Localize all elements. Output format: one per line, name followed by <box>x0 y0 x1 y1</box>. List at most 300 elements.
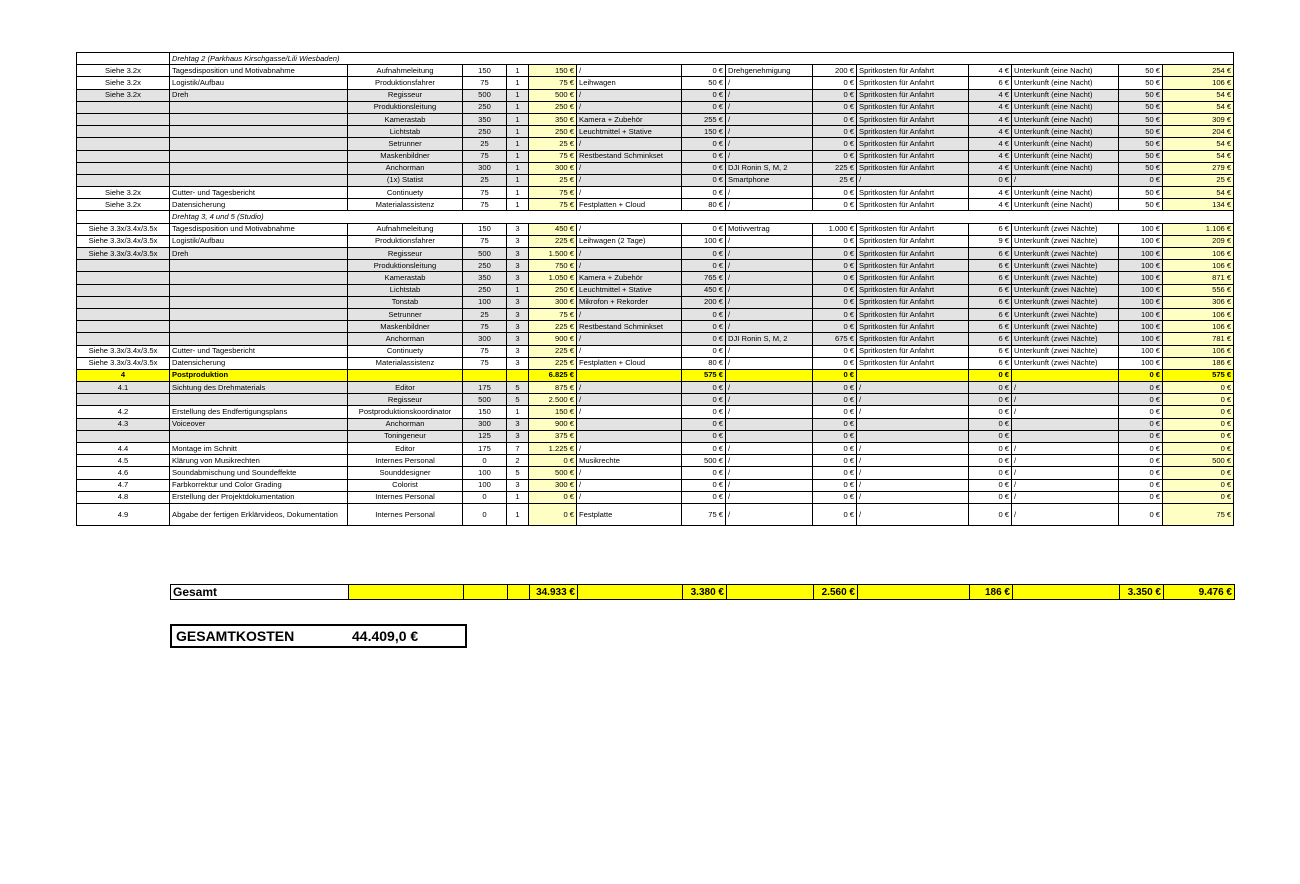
table-cell: / <box>726 394 813 406</box>
table-cell: Unterkunft (eine Nacht) <box>1012 77 1119 89</box>
table-cell: / <box>577 138 682 150</box>
table-cell: 75 € <box>529 187 577 199</box>
table-cell: 4.2 <box>77 406 170 418</box>
table-cell: / <box>857 467 969 479</box>
table-cell <box>77 138 170 150</box>
table-cell: 1 <box>507 503 529 525</box>
table-cell: 500 <box>463 394 507 406</box>
table-cell: 4.9 <box>77 503 170 525</box>
table-cell: 0 <box>463 455 507 467</box>
table-cell <box>577 430 682 442</box>
table-cell <box>170 138 348 150</box>
table-cell: 0 € <box>1119 406 1163 418</box>
table-cell: Unterkunft (zwei Nächte) <box>1012 235 1119 247</box>
table-cell: 0 € <box>1119 394 1163 406</box>
table-cell: / <box>577 333 682 345</box>
table-cell: 3 <box>507 321 529 333</box>
table-cell <box>77 333 170 345</box>
table-cell: Festplatte <box>577 503 682 525</box>
table-row <box>77 272 1234 284</box>
table-cell: 0 € <box>682 406 726 418</box>
table-cell: 300 € <box>529 296 577 308</box>
table-cell <box>77 211 170 223</box>
table-cell: 2 <box>507 455 529 467</box>
table-cell: / <box>1012 491 1119 503</box>
table-cell: 0 € <box>813 150 857 162</box>
table-row <box>77 162 1234 174</box>
table-cell: 0 € <box>682 382 726 394</box>
table-cell <box>857 430 969 442</box>
table-cell: 80 € <box>682 199 726 211</box>
table-cell: Tagesdisposition und Motivabnahme <box>170 223 348 235</box>
table-cell: / <box>577 382 682 394</box>
table-cell: 186 € <box>1163 357 1234 369</box>
table-cell: Klärung von Musikrechten <box>170 455 348 467</box>
table-cell <box>726 430 813 442</box>
table-cell: 6 € <box>969 333 1012 345</box>
table-row <box>77 443 1234 455</box>
table-cell: 4.6 <box>77 467 170 479</box>
table-cell: 54 € <box>1163 138 1234 150</box>
table-cell: DJI Ronin S, M, 2 <box>726 333 813 345</box>
table-cell: / <box>857 491 969 503</box>
table-cell <box>726 369 813 381</box>
table-cell: 250 <box>463 101 507 113</box>
table-cell: 0 € <box>813 455 857 467</box>
table-cell: / <box>726 479 813 491</box>
table-cell <box>170 296 348 308</box>
table-cell: 0 € <box>969 418 1012 430</box>
table-cell: Siehe 3.2x <box>77 199 170 211</box>
table-cell <box>507 369 529 381</box>
table-cell: / <box>1012 479 1119 491</box>
table-cell <box>577 369 682 381</box>
table-cell: Spritkosten für Anfahrt <box>857 101 969 113</box>
table-cell: DJI Ronin S, M, 2 <box>726 162 813 174</box>
table-row <box>77 321 1234 333</box>
table-cell: / <box>1012 382 1119 394</box>
table-row <box>77 187 1234 199</box>
table-cell: 1 <box>507 65 529 77</box>
table-cell: 75 <box>463 321 507 333</box>
table-cell: 350 <box>463 272 507 284</box>
table-cell: 1 <box>507 138 529 150</box>
table-cell <box>1012 418 1119 430</box>
table-cell: 575 € <box>682 369 726 381</box>
table-cell: / <box>726 284 813 296</box>
table-cell: / <box>577 101 682 113</box>
table-cell <box>77 260 170 272</box>
table-cell: 0 € <box>969 503 1012 525</box>
table-cell: Siehe 3.3x/3.4x/3.5x <box>77 345 170 357</box>
table-cell: 106 € <box>1163 260 1234 272</box>
table-cell: Setrunner <box>348 138 463 150</box>
table-cell: 250 <box>463 260 507 272</box>
table-cell: 0 € <box>1163 430 1234 442</box>
table-cell: 75 <box>463 150 507 162</box>
table-cell: Aufnahmeleitung <box>348 223 463 235</box>
table-cell: / <box>857 479 969 491</box>
table-cell: 150 <box>463 223 507 235</box>
table-cell: Spritkosten für Anfahrt <box>857 162 969 174</box>
table-cell: 125 <box>463 430 507 442</box>
table-cell: 25 € <box>813 174 857 186</box>
table-cell: Internes Personal <box>348 455 463 467</box>
table-cell: 75 <box>463 199 507 211</box>
table-row <box>77 503 1234 525</box>
table-cell: 0 € <box>813 479 857 491</box>
table-cell: 6 € <box>969 223 1012 235</box>
table-cell: Lichtstab <box>348 284 463 296</box>
table-cell: Postproduktion <box>170 369 348 381</box>
table-cell: Siehe 3.2x <box>77 187 170 199</box>
table-row <box>77 296 1234 308</box>
table-cell: 300 <box>463 418 507 430</box>
table-cell: Datensicherung <box>170 199 348 211</box>
table-cell: 556 € <box>1163 284 1234 296</box>
table-cell <box>77 174 170 186</box>
table-row <box>77 345 1234 357</box>
table-row <box>77 308 1234 320</box>
table-cell: 765 € <box>682 272 726 284</box>
table-cell: 0 € <box>813 406 857 418</box>
table-cell: / <box>577 65 682 77</box>
table-cell: / <box>577 479 682 491</box>
table-cell: 0 € <box>813 199 857 211</box>
table-row <box>77 248 1234 260</box>
table-cell: 100 € <box>1119 296 1163 308</box>
table-cell: 0 € <box>682 223 726 235</box>
table-cell: / <box>726 199 813 211</box>
table-cell: Unterkunft (eine Nacht) <box>1012 89 1119 101</box>
table-cell: / <box>1012 467 1119 479</box>
table-cell: 250 € <box>529 284 577 296</box>
table-cell: / <box>1012 394 1119 406</box>
table-cell: 0 € <box>1119 455 1163 467</box>
table-cell: 781 € <box>1163 333 1234 345</box>
table-cell: 7 <box>507 443 529 455</box>
table-cell: / <box>1012 174 1119 186</box>
table-cell: 1 <box>507 406 529 418</box>
table-cell: Editor <box>348 443 463 455</box>
table-cell: 100 € <box>1119 235 1163 247</box>
table-cell: Unterkunft (eine Nacht) <box>1012 138 1119 150</box>
table-cell: 0 € <box>529 503 577 525</box>
table-cell: 0 € <box>682 333 726 345</box>
table-cell: 375 € <box>529 430 577 442</box>
table-cell: / <box>577 491 682 503</box>
table-cell: 1 <box>507 162 529 174</box>
table-row <box>77 138 1234 150</box>
table-cell: Leuchtmittel + Stative <box>577 284 682 296</box>
table-cell: Erstellung des Endfertigungsplans <box>170 406 348 418</box>
table-cell: 0 € <box>682 430 726 442</box>
table-cell: 4.3 <box>77 418 170 430</box>
table-cell: Spritkosten für Anfahrt <box>857 126 969 138</box>
table-cell: 0 € <box>1119 430 1163 442</box>
table-cell <box>170 333 348 345</box>
table-cell: / <box>577 467 682 479</box>
table-cell <box>77 150 170 162</box>
table-cell: 150 <box>463 65 507 77</box>
table-cell: / <box>726 308 813 320</box>
table-cell: (1x) Statist <box>348 174 463 186</box>
table-cell: Spritkosten für Anfahrt <box>857 223 969 235</box>
table-row <box>77 394 1234 406</box>
table-cell: 900 € <box>529 333 577 345</box>
table-cell: Continuety <box>348 345 463 357</box>
table-row <box>77 174 1234 186</box>
table-cell: 0 € <box>969 467 1012 479</box>
table-cell: 50 € <box>1119 126 1163 138</box>
table-cell: 0 € <box>682 394 726 406</box>
summary-label: Gesamt <box>171 585 349 600</box>
table-cell: Unterkunft (zwei Nächte) <box>1012 260 1119 272</box>
table-cell: 25 <box>463 138 507 150</box>
table-cell: 1.500 € <box>529 248 577 260</box>
table-row <box>77 430 1234 442</box>
table-cell: / <box>857 455 969 467</box>
table-cell: 6 € <box>969 272 1012 284</box>
table-row <box>77 479 1234 491</box>
table-cell: / <box>857 443 969 455</box>
table-cell: 100 € <box>1119 260 1163 272</box>
table-cell: 1 <box>507 491 529 503</box>
table-cell: Produktionsleitung <box>348 260 463 272</box>
table-row <box>77 284 1234 296</box>
table-cell: 0 € <box>1163 394 1234 406</box>
table-cell: Abgabe der fertigen Erklärvideos, Dokumentation <box>170 503 348 525</box>
table-cell: Unterkunft (zwei Nächte) <box>1012 333 1119 345</box>
table-cell: 0 € <box>682 308 726 320</box>
table-cell: Unterkunft (zwei Nächte) <box>1012 223 1119 235</box>
table-cell: 50 € <box>1119 138 1163 150</box>
table-cell: / <box>726 345 813 357</box>
table-cell: / <box>726 150 813 162</box>
table-cell: Spritkosten für Anfahrt <box>857 308 969 320</box>
table-cell: 6.825 € <box>529 369 577 381</box>
table-cell: 4 € <box>969 113 1012 125</box>
table-cell: 0 € <box>813 284 857 296</box>
table-cell: 100 € <box>1119 284 1163 296</box>
table-cell: 25 € <box>529 174 577 186</box>
table-cell: 1 <box>507 77 529 89</box>
table-cell <box>726 418 813 430</box>
table-row <box>77 418 1234 430</box>
table-cell: 1.106 € <box>1163 223 1234 235</box>
table-cell: 279 € <box>1163 162 1234 174</box>
table-cell: / <box>726 357 813 369</box>
table-cell: Internes Personal <box>348 491 463 503</box>
table-cell: 0 € <box>682 443 726 455</box>
table-cell: 0 € <box>813 89 857 101</box>
table-cell: 106 € <box>1163 308 1234 320</box>
table-cell: 5 <box>507 382 529 394</box>
table-cell: 3 <box>507 479 529 491</box>
table-cell: 25 € <box>1163 174 1234 186</box>
table-cell: 4 € <box>969 199 1012 211</box>
table-cell: Materialassistenz <box>348 199 463 211</box>
table-cell: 300 € <box>529 162 577 174</box>
table-cell: 75 <box>463 187 507 199</box>
table-cell: 0 € <box>813 418 857 430</box>
table-cell: 100 € <box>1119 333 1163 345</box>
table-cell <box>170 394 348 406</box>
table-row <box>77 89 1234 101</box>
table-cell: 575 € <box>1163 369 1234 381</box>
table-cell: 3 <box>507 333 529 345</box>
table-cell: / <box>726 187 813 199</box>
table-cell: 4 € <box>969 89 1012 101</box>
table-cell: 6 € <box>969 296 1012 308</box>
table-cell: 871 € <box>1163 272 1234 284</box>
table-cell: Spritkosten für Anfahrt <box>857 65 969 77</box>
table-cell <box>77 126 170 138</box>
equipment-total: 3.380 € <box>683 585 727 600</box>
table-cell <box>170 101 348 113</box>
table-cell: 0 € <box>682 150 726 162</box>
table-cell: 0 € <box>1119 382 1163 394</box>
table-cell <box>170 126 348 138</box>
table-cell: / <box>577 260 682 272</box>
table-cell: Siehe 3.3x/3.4x/3.5x <box>77 248 170 260</box>
table-cell: 250 € <box>529 126 577 138</box>
table-cell: 450 € <box>682 284 726 296</box>
table-cell: 0 € <box>813 308 857 320</box>
table-cell: 0 € <box>969 430 1012 442</box>
table-cell: Spritkosten für Anfahrt <box>857 333 969 345</box>
table-cell: 100 <box>463 467 507 479</box>
table-cell: Siehe 3.3x/3.4x/3.5x <box>77 223 170 235</box>
table-cell: 0 € <box>1163 443 1234 455</box>
table-cell: 0 € <box>813 77 857 89</box>
table-cell: Restbestand Schminkset <box>577 321 682 333</box>
table-cell <box>77 308 170 320</box>
table-cell: Festplatten + Cloud <box>577 357 682 369</box>
other-total: 2.560 € <box>814 585 858 600</box>
table-cell <box>77 430 170 442</box>
table-cell: / <box>577 443 682 455</box>
table-cell: Tagesdisposition und Motivabnahme <box>170 65 348 77</box>
table-cell: Unterkunft (zwei Nächte) <box>1012 272 1119 284</box>
table-row <box>77 53 1234 65</box>
table-cell: 3 <box>507 272 529 284</box>
table-cell <box>170 272 348 284</box>
table-cell: Unterkunft (zwei Nächte) <box>1012 308 1119 320</box>
table-cell: 0 € <box>1163 479 1234 491</box>
table-cell: Regisseur <box>348 89 463 101</box>
table-cell: 75 € <box>529 308 577 320</box>
table-cell: Editor <box>348 382 463 394</box>
table-cell: 0 € <box>1119 369 1163 381</box>
table-cell <box>857 369 969 381</box>
table-cell: Cutter- und Tagesbericht <box>170 187 348 199</box>
table-cell: 0 € <box>813 503 857 525</box>
table-cell: 50 € <box>682 77 726 89</box>
table-cell: Cutter- und Tagesbericht <box>170 345 348 357</box>
table-cell: Spritkosten für Anfahrt <box>857 77 969 89</box>
table-cell: 50 € <box>1119 150 1163 162</box>
table-cell: 9 € <box>969 235 1012 247</box>
table-cell: 0 € <box>682 101 726 113</box>
table-cell: 350 <box>463 113 507 125</box>
table-cell: Leihwagen (2 Tage) <box>577 235 682 247</box>
table-cell: 0 € <box>969 443 1012 455</box>
table-cell: Motivvertrag <box>726 223 813 235</box>
total-cost-label: GESAMTKOSTEN <box>176 628 295 644</box>
table-cell: Siehe 3.3x/3.4x/3.5x <box>77 357 170 369</box>
table-cell: 0 € <box>813 321 857 333</box>
table-cell: 350 € <box>529 113 577 125</box>
table-cell: 100 <box>463 296 507 308</box>
table-cell: 900 € <box>529 418 577 430</box>
table-cell: 1.225 € <box>529 443 577 455</box>
table-cell: / <box>726 382 813 394</box>
table-cell: Spritkosten für Anfahrt <box>857 199 969 211</box>
personnel-total: 34.933 € <box>530 585 578 600</box>
table-cell: 300 € <box>529 479 577 491</box>
table-cell: 4 € <box>969 101 1012 113</box>
table-row <box>77 333 1234 345</box>
table-cell: / <box>726 491 813 503</box>
table-cell: 6 € <box>969 357 1012 369</box>
table-cell: 4.4 <box>77 443 170 455</box>
table-cell: Anchorman <box>348 162 463 174</box>
table-cell: Regisseur <box>348 394 463 406</box>
table-cell: 3 <box>507 235 529 247</box>
table-cell: / <box>726 248 813 260</box>
table-cell: 225 € <box>529 235 577 247</box>
table-cell: Kamera + Zubehör <box>577 113 682 125</box>
table-cell: 1 <box>507 150 529 162</box>
table-cell <box>170 113 348 125</box>
table-cell: 254 € <box>1163 65 1234 77</box>
table-cell: Aufnahmeleitung <box>348 65 463 77</box>
table-cell: 75 € <box>529 77 577 89</box>
table-cell: 6 € <box>969 260 1012 272</box>
table-cell: 80 € <box>682 357 726 369</box>
table-cell: 309 € <box>1163 113 1234 125</box>
table-cell: 0 € <box>1119 503 1163 525</box>
table-cell: 4 € <box>969 150 1012 162</box>
table-cell: / <box>577 223 682 235</box>
table-row <box>77 223 1234 235</box>
table-cell: / <box>726 77 813 89</box>
table-cell: Spritkosten für Anfahrt <box>857 296 969 308</box>
table-cell: 0 € <box>813 430 857 442</box>
table-cell: 0 € <box>529 491 577 503</box>
table-cell: 0 € <box>969 406 1012 418</box>
table-cell: 54 € <box>1163 89 1234 101</box>
table-cell: / <box>577 174 682 186</box>
table-cell <box>77 296 170 308</box>
table-cell: Unterkunft (eine Nacht) <box>1012 187 1119 199</box>
table-cell: 100 € <box>1119 248 1163 260</box>
table-cell: Datensicherung <box>170 357 348 369</box>
table-cell: 3 <box>507 430 529 442</box>
table-cell: 0 € <box>682 321 726 333</box>
table-cell: Soundabmischung und Soundeffekte <box>170 467 348 479</box>
table-cell: 75 € <box>529 150 577 162</box>
table-cell: Produktionsfahrer <box>348 77 463 89</box>
table-cell: 134 € <box>1163 199 1234 211</box>
table-cell: 0 <box>463 503 507 525</box>
table-cell: 0 € <box>813 467 857 479</box>
table-cell <box>77 113 170 125</box>
table-cell: 0 <box>463 491 507 503</box>
table-cell: Unterkunft (eine Nacht) <box>1012 199 1119 211</box>
table-cell: Spritkosten für Anfahrt <box>857 235 969 247</box>
